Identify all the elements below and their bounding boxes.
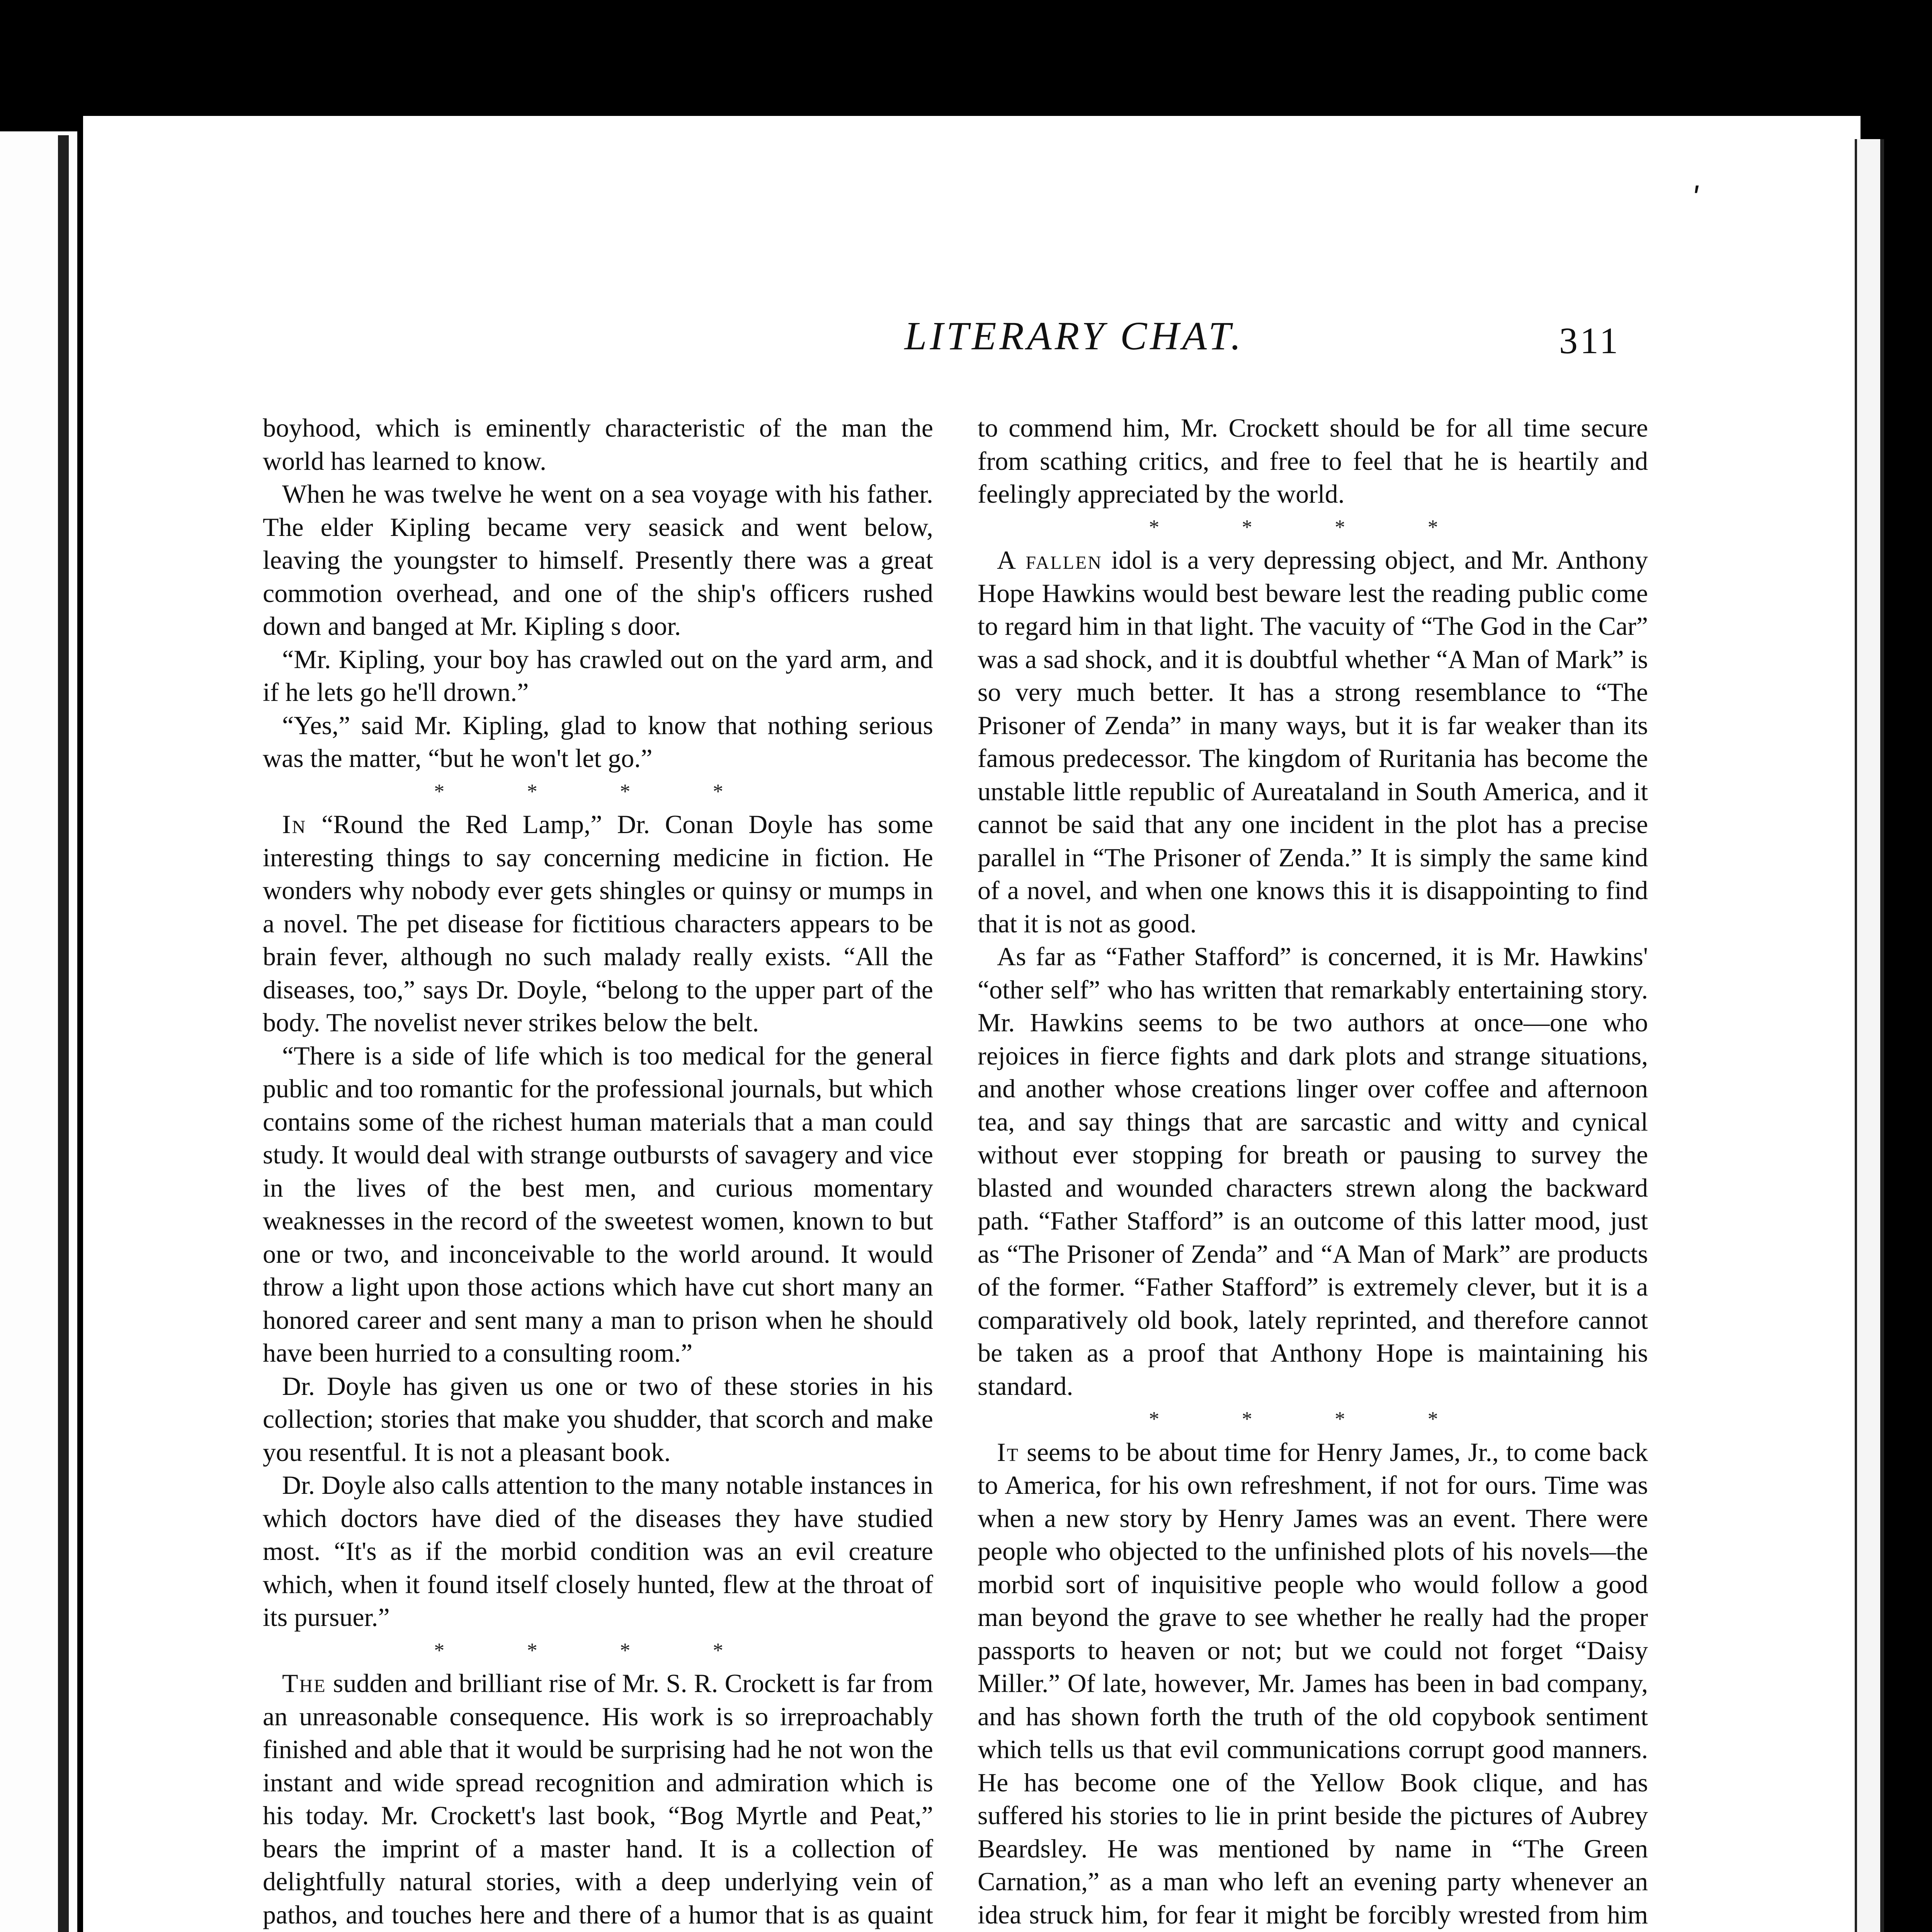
- paragraph: [978, 412, 1648, 511]
- paragraph: [263, 1039, 933, 1370]
- paragraph-text: seems to be about time for Henry James, Jr., to come back to America, for his own refreshment, if not for ours. Time was when a new story by Henry James was an event. There were people who objected to the unfinished plots of his novels—the morbid sort of inquisitive people who would follow a good man beyond the grave to see whether he really had the proper passports to heaven or not; but we could not forget “Daisy Miller.” Of late, however, Mr. James has been in bad company, and has shown forth the truth of the old copybook sentiment which tells us that evil communications corrupt good manners. He has become one of the Yellow Book clique, and has suffered his stories to lie in print beside the pictures of Aubrey Beardsley. He was mentioned by name in “The Green Carnation,” as a man who left an evening party whenever an idea struck him, for fear it might be forcibly wrested from him: [978, 1437, 1648, 1929]
- paragraph-text: to commend him, Mr. Crockett should be for all time secure from scathing critics, and free to feel that he is heartily and feelingly appreciated by the world.: [978, 413, 1648, 509]
- section-divider: * * * *: [434, 779, 762, 803]
- paragraph-text: When he was twelve he went on a sea voyage with his father. The elder Kipling became very seasick and went below, leaving the youngster to himself. Presently there was a great commotion overhead, and one of the ship's officers rushed down and banged at Mr. Kipling s door.: [263, 479, 933, 641]
- paragraph-text: sudden and brilliant rise of Mr. S. R. Crockett is far from an unreasonable consequence. His work is so irreproachably finished and able that it would be surprising had he not won the instant and wide spread recognition and admiration which is his today. Mr. Crockett's last book, “Bog Myrtle and Peat,” bears the imprint of a master hand. It is a collection of delightfully natural stories, with a deep underlying vein of pathos, and touches here and there of a humor that is as quaint: [263, 1668, 933, 1929]
- paragraph: [978, 940, 1648, 1403]
- paragraph: [263, 412, 933, 478]
- paragraph: [263, 1469, 933, 1634]
- paragraph-text: idol is a very depressing object, and Mr. Anthony Hope Hawkins would best beware lest the reading public come to regard him in that light. The vacuity of “The God in the Car” was a sad shock, and it is doubtful whether “A Man of Mark” is so very much better. It has a strong resemblance to “The Prisoner of Zenda” in many ways, but it is far weaker than its famous predecessor. The kingdom of Ruritania has become the unstable little republic of Aureataland in South America, and it cannot be said that any one incident in the plot has a precise parallel in “The Prisoner of Zenda.” It is simply the same kind of a novel, and when one knows this it is disappointing to find that it is not as good.: [978, 545, 1648, 938]
- paragraph: [263, 1370, 933, 1469]
- paragraph: [263, 643, 933, 709]
- paragraph-text: “There is a side of life which is too medical for the general public and too romantic for the professional journals, but which contains some of the richest human materials that a man could study. It would deal with strange outbursts of savagery and vice in the lives of the best men, and curious momentary weaknesses in the record of the sweetest women, known to but one or two, and inconceivable to the world around. It would throw a light upon those actions which have cut short many an honored career and sent many a man to prison when he should have been hurried to a consulting room.”: [263, 1041, 933, 1367]
- paragraph-text: “Round the Red Lamp,” Dr. Conan Doyle has some interesting things to say concerning medicine in fiction. He wonders why nobody ever gets shingles or quinsy or mumps in a novel. The pet disease for fictitious characters appears to be brain fever, although no such malady really exists. “All the diseases, too,” says Dr. Doyle, “belong to the upper part of the body. The novelist never strikes below the belt.: [263, 810, 933, 1037]
- paragraph-text: “Yes,” said Mr. Kipling, glad to know that nothing serious was the matter, “but he won't let go.”: [263, 710, 933, 773]
- paragraph-text: boyhood, which is eminently characteristic of the man the world has learned to know.: [263, 413, 933, 476]
- paragraph-text: As far as “Father Stafford” is concerned, it is Mr. Hawkins' “other self” who has written that remarkably entertaining story. Mr. Hawkins seems to be two authors at once—one who rejoices in fierce fights and dark plots and strange situations, and another whose creations linger over coffee and afternoon tea, and say things that are sarcastic and witty and cynical without ever stopping for breath or pausing to survey the blasted and wounded characters strewn along the backward path. “Father Stafford” is an outcome of this latter mood, just as “The Prisoner of Zenda” and “A Man of Mark” are products of the former. “Father Stafford” is extremely clever, but it is a comparatively old book, lately reprinted, and therefore cannot be taken as a proof that Anthony Hope is maintaining his standard.: [978, 942, 1648, 1401]
- paragraph-lead: The: [282, 1668, 327, 1698]
- page-number: 311: [1559, 320, 1621, 361]
- paragraph-lead: It: [997, 1437, 1019, 1467]
- paragraph-lead: In: [282, 810, 307, 839]
- paragraph-text: Dr. Doyle also calls attention to the many notable instances in which doctors have died of the diseases they have studied most. “It's as if the morbid condition was an evil creature which, when it found itself closely hunted, flew at the throat of its pursuer.”: [263, 1470, 933, 1632]
- paragraph: [263, 478, 933, 643]
- paragraph: [978, 544, 1648, 940]
- paragraph-text: “Mr. Kipling, your boy has crawled out on the yard arm, and if he lets go he'll drown.”: [263, 644, 933, 707]
- right-text-column: [978, 412, 1648, 1932]
- section-divider: * * * *: [434, 1638, 762, 1662]
- paragraph: [263, 709, 933, 775]
- running-head: LITERARY CHAT.: [904, 314, 1244, 358]
- paragraph: [978, 1436, 1648, 1932]
- left-text-column: [263, 412, 933, 1932]
- section-divider: * * * *: [1149, 1407, 1477, 1430]
- paragraph: [263, 1667, 933, 1932]
- paragraph-lead: A fallen: [997, 545, 1102, 575]
- paragraph-text: Dr. Doyle has given us one or two of these stories in his collection; stories that make you shudder, that scorch and make you resentful. It is not a pleasant book.: [263, 1371, 933, 1467]
- page-stack-edge: [1855, 139, 1884, 1932]
- book-gutter: [58, 135, 69, 1932]
- corner-mark: ʹ: [1692, 182, 1701, 218]
- section-divider: * * * *: [1149, 515, 1477, 539]
- paragraph: [263, 808, 933, 1039]
